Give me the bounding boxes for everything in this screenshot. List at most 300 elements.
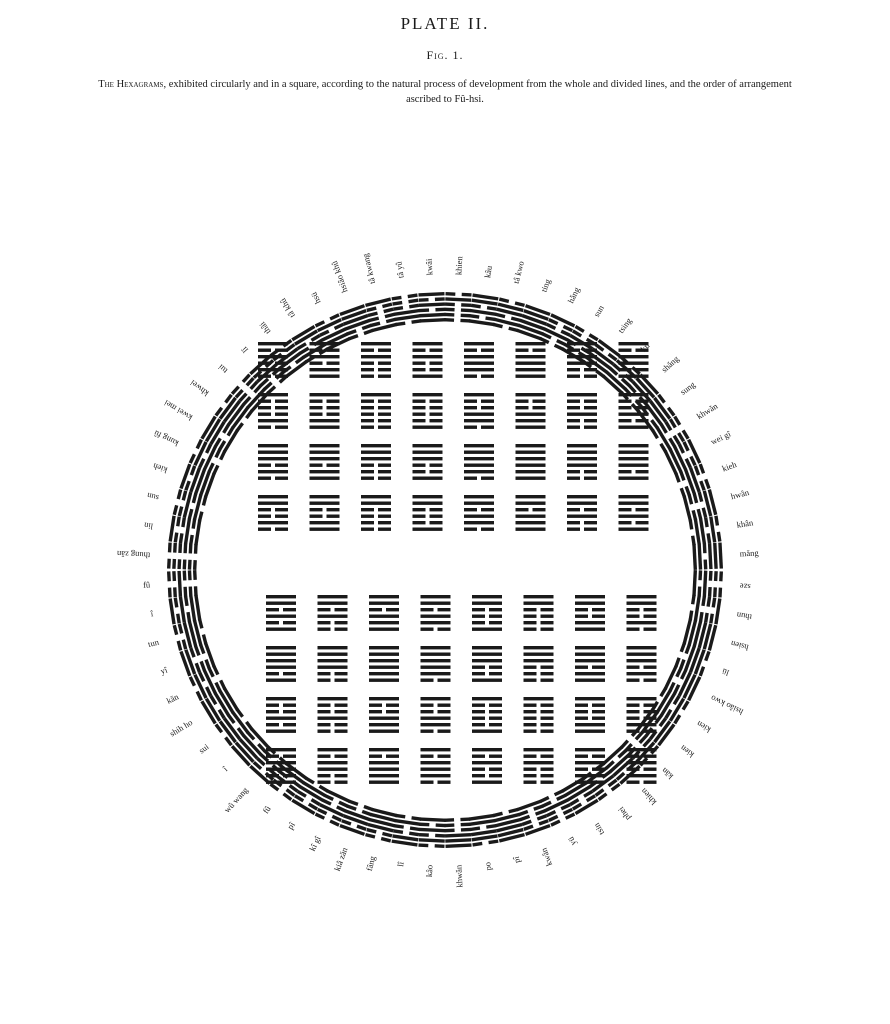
hexagram-line (472, 608, 485, 611)
hexagram-line (708, 533, 709, 543)
hexagram-line (627, 761, 657, 764)
hexagram-line (196, 663, 199, 672)
hexagram-line (533, 406, 546, 409)
hexagram-line (215, 438, 220, 446)
hexagram-line (216, 408, 222, 416)
hexagram-name-label: tâ kwo (510, 259, 526, 285)
hexagram-line (469, 321, 495, 325)
hexagram-line (310, 451, 340, 454)
hexagram-line (464, 400, 477, 403)
square-hexagram (421, 595, 451, 631)
upper-hexagram-square (258, 342, 649, 531)
hexagram-line (472, 755, 485, 758)
hexagram-line (549, 816, 558, 820)
hexagram-line (681, 660, 684, 669)
hexagram-line (575, 672, 605, 675)
hexagram-line (369, 608, 382, 611)
ring-hexagram (444, 819, 471, 846)
hexagram-line (636, 508, 649, 511)
hexagram-line (627, 666, 640, 669)
hexagram-line (335, 723, 348, 726)
hexagram-line (368, 313, 378, 315)
hexagram-line (258, 406, 271, 409)
hexagram-line (489, 615, 502, 618)
hexagram-line (409, 300, 419, 301)
hexagram-line (361, 406, 374, 409)
hexagram-line (589, 335, 597, 340)
hexagram-line (516, 426, 546, 429)
hexagram-line (258, 393, 288, 396)
hexagram-line (183, 640, 185, 649)
hexagram-line (322, 800, 331, 804)
hexagram-name-label: yü (565, 835, 579, 848)
square-hexagram (413, 342, 443, 378)
hexagram-line (318, 774, 331, 777)
hexagram-line (339, 802, 348, 806)
hexagram-name-label: sung (678, 379, 697, 397)
hexagram-line (361, 342, 391, 345)
hexagram-line (327, 400, 340, 403)
ring-hexagram (170, 595, 200, 625)
hexagram-line (511, 318, 521, 320)
hexagram-line (320, 331, 329, 335)
hexagram-name-label: kwân (538, 846, 555, 868)
hexagram-line (681, 643, 684, 652)
ring-hexagram (540, 791, 575, 826)
hexagram-line (196, 520, 200, 546)
hexagram-line (361, 368, 374, 371)
hexagram-line (386, 755, 399, 758)
hexagram-line (524, 748, 554, 751)
hexagram-line (318, 615, 348, 618)
hexagram-line (592, 755, 605, 758)
hexagram-line (472, 710, 485, 713)
hexagram-line (430, 419, 443, 422)
hexagram-line (496, 314, 506, 316)
hexagram-line (472, 653, 502, 656)
hexagram-line (627, 730, 640, 733)
hexagram-line (675, 715, 680, 723)
square-hexagram (369, 646, 399, 682)
hexagram-line (524, 717, 537, 720)
hexagram-line (430, 368, 443, 371)
square-hexagram (464, 444, 494, 480)
hexagram-line (660, 718, 666, 726)
hexagram-line (396, 323, 406, 324)
hexagram-line (392, 836, 418, 840)
hexagram-line (524, 602, 554, 605)
hexagram-line (419, 294, 445, 295)
hexagram-line (516, 406, 529, 409)
hexagram-line (547, 812, 556, 816)
lower-hexagram-ring (169, 570, 722, 846)
hexagram-line (430, 521, 443, 524)
hexagram-line (430, 413, 443, 416)
hexagram-line (361, 362, 374, 365)
hexagram-line (258, 426, 271, 429)
hexagram-line (542, 334, 551, 338)
hexagram-line (179, 624, 181, 633)
hexagram-name-label: sun (591, 303, 606, 319)
hexagram-line (226, 737, 232, 745)
hexagram-line (718, 532, 719, 542)
hexagram-line (710, 543, 711, 569)
hexagram-line (541, 608, 554, 611)
hexagram-line (318, 602, 348, 605)
hexagram-line (489, 717, 502, 720)
hexagram-line (710, 587, 711, 597)
square-hexagram (472, 697, 502, 733)
hexagram-line (472, 704, 485, 707)
hexagram-line (298, 344, 306, 349)
square-hexagram (361, 495, 391, 531)
hexagram-line (430, 515, 443, 518)
hexagram-line (318, 704, 331, 707)
hexagram-line (715, 543, 716, 569)
hexagram-line (472, 697, 502, 700)
hexagram-line (361, 502, 391, 505)
hexagram-line (266, 748, 296, 751)
hexagram-line (627, 628, 640, 631)
hexagram-line (419, 304, 445, 305)
hexagram-line (335, 730, 348, 733)
hexagram-name-label: po (482, 861, 494, 872)
hexagram-line (708, 597, 709, 607)
hexagram-line (174, 559, 175, 569)
hexagram-line (310, 502, 340, 505)
hexagram-line (644, 666, 657, 669)
hexagram-line (627, 608, 640, 611)
hexagram-line (575, 710, 588, 713)
hexagram-line (238, 728, 244, 736)
hexagram-line (516, 464, 546, 467)
hexagram-line (247, 378, 254, 385)
square-hexagram (318, 697, 348, 733)
hexagram-line (266, 781, 296, 784)
hexagram-line (270, 784, 278, 790)
hexagram-line (701, 481, 704, 490)
hexagram-line (516, 413, 546, 416)
hexagram-line (516, 349, 529, 352)
hexagram-line (489, 666, 502, 669)
hexagram-line (378, 368, 391, 371)
hexagram-line (185, 543, 186, 553)
ring-hexagram (392, 295, 422, 325)
hexagram-line (695, 519, 699, 545)
hexagram-line (228, 427, 233, 435)
hexagram-line (524, 781, 537, 784)
hexagram-line (619, 368, 632, 371)
hexagram-line (516, 477, 546, 480)
hexagram-line (470, 828, 480, 829)
hexagram-line (516, 444, 546, 447)
hexagram-line (206, 660, 209, 669)
hexagram-line (524, 646, 554, 649)
hexagram-line (310, 470, 340, 473)
hexagram-line (627, 621, 657, 624)
hexagram-line (369, 717, 399, 720)
hexagram-line (413, 464, 426, 467)
hexagram-line (361, 495, 391, 498)
hexagram-line (179, 507, 181, 516)
hexagram-line (347, 331, 356, 334)
hexagram-line (378, 521, 391, 524)
hexagram-line (541, 666, 554, 669)
hexagram-line (489, 768, 502, 771)
hexagram-line (209, 463, 213, 472)
hexagram-line (445, 835, 471, 836)
hexagram-line (567, 477, 580, 480)
hexagram-line (193, 493, 195, 502)
hexagram-line (413, 444, 443, 447)
hexagram-line (258, 349, 271, 352)
hexagram-line (575, 621, 605, 624)
hexagram-line (472, 768, 485, 771)
hexagram-line (470, 821, 496, 825)
hexagram-line (567, 515, 597, 518)
hexagram-line (627, 781, 640, 784)
hexagram-line (575, 781, 605, 784)
hexagram-line (652, 430, 657, 438)
hexagram-line (524, 697, 554, 700)
hexagram-line (698, 509, 700, 518)
hexagram-line (489, 723, 502, 726)
hexagram-line (216, 683, 220, 692)
hexagram-line (413, 508, 426, 511)
hexagram-line (318, 595, 348, 598)
hexagram-line (420, 819, 446, 820)
hexagram-line (421, 730, 434, 733)
hexagram-line (584, 477, 597, 480)
hexagram-name-label: kien (678, 743, 696, 760)
hexagram-line (170, 588, 171, 598)
hexagram-line (520, 816, 529, 819)
hexagram-line (361, 515, 374, 518)
hexagram-line (430, 464, 443, 467)
hexagram-line (196, 586, 197, 596)
square-hexagram (619, 495, 649, 531)
square-hexagram (524, 748, 554, 784)
ring-hexagram (190, 440, 225, 475)
hexagram-line (266, 602, 296, 605)
hexagram-line (516, 375, 546, 378)
hexagram-line (319, 786, 327, 791)
hexagram-line (567, 406, 580, 409)
hexagram-line (237, 423, 243, 431)
hexagram-name-label: thâi (257, 320, 273, 337)
hexagram-name-label: fâng (363, 854, 378, 873)
plate-title: PLATE II. (400, 14, 490, 33)
hexagram-line (592, 608, 605, 611)
hexagram-line (385, 314, 395, 316)
hexagram-line (196, 595, 200, 621)
hexagram-line (464, 419, 494, 422)
ring-hexagram (444, 294, 471, 321)
hexagram-line (410, 828, 420, 829)
hexagram-line (378, 477, 391, 480)
hexagram-name-label: fû (142, 579, 151, 590)
hexagram-name-label: kâu (482, 264, 494, 279)
hexagram-line (184, 571, 185, 581)
hexagram-line (318, 628, 331, 631)
hexagram-line (421, 748, 451, 751)
hexagram-line (567, 444, 597, 447)
hexagram-line (619, 419, 632, 422)
hexagram-line (567, 426, 580, 429)
hexagram-line (310, 444, 340, 447)
hexagram-line (174, 505, 176, 514)
hexagram-line (413, 355, 443, 358)
hexagram-line (464, 342, 494, 345)
hexagram-line (567, 470, 580, 473)
hexagram-line (236, 390, 243, 397)
square-hexagram (369, 748, 399, 784)
hexagram-line (369, 748, 399, 751)
hexagram-line (178, 614, 179, 624)
hexagram-name-label: kî gî (307, 834, 323, 853)
hexagram-name-label: î (220, 764, 230, 774)
hexagram-line (386, 608, 399, 611)
hexagram-line (309, 804, 317, 809)
hexagram-line (557, 341, 566, 345)
hexagram-line (283, 608, 296, 611)
hexagram-line (327, 508, 340, 511)
hexagram-line (656, 715, 662, 723)
hexagram-line (686, 644, 689, 653)
hexagram-line (703, 508, 705, 517)
hexagram-name-label: sui (196, 741, 211, 756)
hexagram-line (516, 495, 546, 498)
square-hexagram (575, 595, 605, 631)
hexagram-line (464, 406, 477, 409)
hexagram-line (575, 628, 605, 631)
hexagram-line (191, 466, 194, 475)
hexagram-line (704, 543, 705, 553)
hexagram-line (636, 406, 649, 409)
ring-hexagram (690, 516, 720, 546)
hexagram-line (584, 406, 597, 409)
hexagram-line (575, 755, 588, 758)
hexagram-line (419, 829, 445, 830)
hexagram-line (539, 821, 548, 824)
hexagram-line (258, 368, 288, 371)
hexagram-line (516, 355, 546, 358)
hexagram-line (258, 413, 271, 416)
hexagram-line (258, 419, 288, 422)
hexagram-line (327, 515, 340, 518)
hexagram-line (541, 679, 554, 682)
hexagram-line (413, 413, 426, 416)
hexagram-line (318, 781, 331, 784)
hexagram-line (296, 357, 304, 363)
hexagram-line (337, 807, 346, 811)
hexagram-line (395, 821, 421, 825)
hexagram-line (335, 710, 348, 713)
hexagram-line (720, 588, 721, 598)
hexagram-line (551, 821, 560, 825)
hexagram-line (644, 679, 657, 682)
ring-hexagram (170, 516, 200, 546)
hexagram-line (310, 400, 323, 403)
hexagram-line (619, 349, 632, 352)
hexagram-name-label: kâo (423, 864, 435, 878)
hexagram-line (421, 774, 451, 777)
hexagram-line (464, 393, 494, 396)
hexagram-line (464, 368, 494, 371)
hexagram-line (421, 646, 451, 649)
hexagram-line (186, 481, 189, 490)
hexagram-line (701, 612, 702, 622)
hexagram-line (315, 814, 324, 818)
ring-hexagram (665, 666, 700, 701)
hexagram-line (575, 659, 605, 662)
hexagram-line (644, 608, 657, 611)
hexagram-line (592, 710, 605, 713)
hexagram-line (361, 470, 374, 473)
hexagram-line (283, 723, 296, 726)
hexagram-line (693, 595, 694, 605)
hexagram-line (516, 508, 529, 511)
hexagram-line (567, 528, 580, 531)
hexagram-line (533, 349, 546, 352)
hexagram-line (196, 646, 199, 655)
square-hexagram (567, 495, 597, 531)
hexagram-line (575, 653, 605, 656)
hexagram-line (471, 831, 497, 835)
hexagram-line (421, 666, 451, 669)
hexagram-line (575, 717, 588, 720)
hexagram-line (361, 355, 391, 358)
hexagram-line (596, 790, 604, 796)
hexagram-line (524, 704, 537, 707)
hexagram-line (392, 303, 402, 304)
hexagram-line (318, 761, 348, 764)
hexagram-line (185, 587, 186, 597)
hexagram-line (481, 375, 494, 378)
hexagram-line (413, 393, 443, 396)
hexagram-line (516, 342, 546, 345)
hexagram-line (575, 723, 605, 726)
hexagram-line (691, 457, 695, 466)
hexagram-line (541, 628, 554, 631)
hexagram-name-label: ting (538, 277, 553, 294)
hexagram-line (283, 774, 296, 777)
hexagram-line (266, 628, 296, 631)
hexagram-line (584, 528, 597, 531)
hexagram-line (587, 796, 595, 801)
hexagram-line (472, 595, 502, 598)
hexagram-line (675, 416, 680, 424)
hexagram-line (438, 608, 451, 611)
hexagram-line (413, 477, 443, 480)
square-hexagram (567, 393, 597, 429)
hexagram-line (677, 668, 681, 677)
hexagram-line (266, 679, 296, 682)
hexagram-line (413, 457, 443, 460)
hexagram-line (335, 672, 348, 675)
hexagram-line (258, 355, 288, 358)
hexagram-line (710, 571, 711, 581)
hexagram-line (258, 528, 271, 531)
ring-hexagram (315, 791, 350, 826)
hexagram-line (715, 587, 716, 597)
hexagram-line (179, 571, 180, 597)
hexagram-line (421, 679, 434, 682)
hexagram-name-label: tun (146, 636, 160, 650)
hexagram-name-label: hsien (729, 638, 750, 653)
hexagram-line (471, 305, 481, 306)
hexagram-line (361, 400, 374, 403)
